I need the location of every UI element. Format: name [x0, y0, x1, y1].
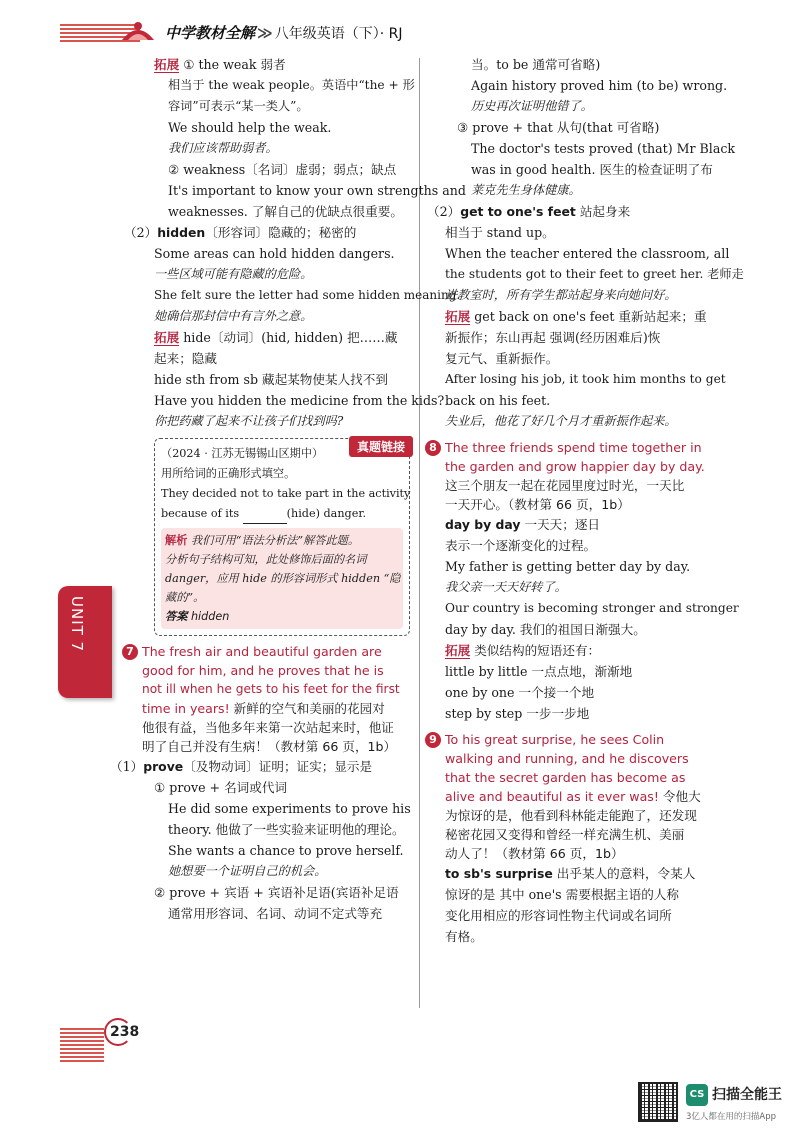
text-line: walking and running, and he discovers	[445, 751, 689, 766]
page-number: 238	[110, 1024, 140, 1040]
vocab-headword: to sb's surprise	[445, 866, 553, 881]
text-line: Our country is becoming stronger and stronger	[445, 601, 739, 615]
exam-link-tag: 真题链接	[349, 436, 413, 457]
unit-tab-label: UNIT 7	[68, 596, 86, 653]
text-line: little by little 一点点地，渐渐地	[445, 664, 633, 679]
text-line: 拓展 hide〔动词〕(hid, hidden) 把……藏	[154, 330, 398, 345]
text-line: hide sth from sb 藏起某物使某人找不到	[154, 372, 388, 387]
text-line: 拓展 类似结构的短语还有：	[445, 643, 601, 658]
text-line: （2）hidden〔形容词〕隐藏的；秘密的	[124, 225, 357, 240]
book-subtitle: 八年级英语（下）· RJ	[274, 26, 403, 42]
text-line: 一些区域可能有隐藏的危险。	[154, 267, 313, 281]
header-separator: ≫	[257, 24, 273, 42]
expansion-label: 拓展	[445, 643, 471, 658]
sentence-number-badge: 7	[122, 644, 138, 660]
text-line: to sb's surprise 出乎某人的意料，令某人	[445, 866, 696, 881]
text-line: 分析句子结构可知，此处修饰后面的名词	[165, 553, 367, 566]
unit-tab	[58, 586, 112, 698]
key-sentence-7	[122, 642, 414, 756]
text-line: 她想要一个证明自己的机会。	[168, 864, 327, 878]
expansion-label: 拓展	[445, 309, 471, 324]
text-line: Again history proved him (to be) wrong.	[471, 78, 728, 93]
text-line: 拓展 get back on one's feet 重新站起来；重	[445, 309, 707, 324]
text-line: the garden and grow happier day by day.	[445, 459, 705, 474]
vocab-headword: get to one's feet	[460, 204, 576, 219]
text-line: 这三个朋友一起在花园里度过时光，一天比	[445, 478, 685, 493]
text-line: He did some experiments to prove his	[168, 801, 411, 816]
text-line: The three friends spend time together in	[445, 440, 702, 455]
fill-blank	[243, 512, 287, 524]
text-line: 变化用相应的形容词性物主代词或名词所	[445, 908, 672, 923]
text-line: ③ prove + that 从句(that 可省略)	[457, 120, 660, 135]
key-sentence-8	[425, 438, 727, 514]
text-line: not ill when he gets to his feet for the first	[142, 682, 400, 696]
footer-stripes	[60, 1028, 104, 1064]
text-line: day by day 一天天；逐日	[445, 517, 601, 532]
text-line: 相当于 the weak people。英语中“the + 形	[168, 78, 415, 92]
text-line: It's important to know your own strengths and	[168, 183, 466, 198]
text-line: 历史再次证明他错了。	[471, 99, 593, 113]
text-line: the students got to their feet to greet her. 老师走	[445, 267, 744, 281]
text-line: My father is getting better day by day.	[445, 559, 691, 574]
sentence-number-badge: 8	[425, 440, 441, 456]
text-line: 复元气、重新振作。	[445, 351, 559, 366]
text-line: 起来；隐藏	[154, 351, 217, 366]
text-line: 进教室时，所有学生都站起身来向她问好。	[445, 288, 677, 302]
text-line: 失业后，他花了好几个月才重新振作起来。	[445, 414, 677, 428]
text-line: After losing his job, it took him months to get	[445, 372, 726, 386]
sentence-number-badge: 9	[425, 732, 441, 748]
text-line: To his great surprise, he sees Colin	[445, 732, 665, 747]
text-line: 秘密花园又变得和曾经一样充满生机、美丽	[445, 827, 685, 842]
qr-code-icon	[638, 1082, 678, 1122]
header-title	[165, 22, 402, 43]
text-line: 一天开心。（教材第 66 页，1b）	[445, 497, 630, 512]
text-line: 我们应该帮助弱者。	[168, 141, 278, 155]
text-line: 莱克先生身体健康。	[471, 183, 581, 197]
book-logo-icon	[118, 16, 158, 46]
text-line: 他很有益，当他多年来第一次站起来时，他证	[142, 720, 394, 735]
text-line: 有格。	[445, 929, 483, 944]
text-line: theory. 他做了一些实验来证明他的理论。	[168, 822, 405, 837]
text-line: back on his feet.	[445, 393, 551, 408]
text-line: 惊讶的是 其中 one's 需要根据主语的人称	[445, 887, 679, 902]
text-line: one by one 一个接一个地	[445, 685, 595, 700]
answer-label: 答案	[165, 610, 188, 623]
text-line: They decided not to take part in the activity	[161, 487, 411, 500]
text-line: that the secret garden has become as	[445, 770, 686, 785]
text-line: She felt sure the letter had some hidden meaning.	[154, 288, 461, 302]
text-line: 明了自己并没有生病！（教材第 66 页，1b）	[142, 739, 397, 754]
text-line: because of its (hide) danger.	[161, 504, 403, 524]
expansion-label: 拓展	[154, 57, 180, 72]
text-line: ② prove + 宾语 + 宾语补足语(宾语补足语	[154, 885, 399, 900]
scanner-tagline: 3亿人都在用的扫描App	[686, 1112, 777, 1122]
left-column	[110, 54, 466, 924]
text-line: day by day. 我们的祖国日渐强大。	[445, 622, 646, 637]
text-line: was in good health. 医生的检查证明了布	[471, 162, 713, 177]
key-sentence-9	[425, 730, 727, 863]
text-line: （2）get to one's feet 站起身来	[427, 204, 631, 219]
book-name: 中学教材全解	[165, 24, 256, 42]
text-line: 你把药藏了起来不让孩子们找到吗?	[154, 414, 344, 428]
text-line: 藏的”。	[165, 591, 205, 604]
expansion-label: 拓展	[154, 330, 180, 345]
text-line: 通常用形容词、名词、动词不定式等充	[168, 906, 383, 921]
text-line: 表示一个逐渐变化的过程。	[445, 538, 597, 553]
text-line: The fresh air and beautiful garden are	[142, 644, 382, 659]
exam-link-box	[154, 438, 410, 636]
text-line: Have you hidden the medicine from the kids?	[154, 393, 445, 408]
text-line: good for him, and he proves that he is	[142, 663, 384, 678]
text-line: The doctor's tests proved (that) Mr Black	[471, 141, 736, 156]
text-line: When the teacher entered the classroom, all	[445, 246, 730, 261]
text-line: danger，应用 hide 的形容词形式 hidden “隐	[165, 572, 401, 585]
text-line: 她确信那封信中有言外之意。	[154, 309, 313, 323]
text-line: 新振作；东山再起 强调(经历困难后)恢	[445, 330, 661, 345]
analysis-label: 解析	[165, 534, 188, 547]
text-line: 相当于 stand up。	[445, 225, 555, 240]
text-line: 当。to be 通常可省略)	[471, 57, 601, 72]
text-line: 为惊讶的是，他看到科林能走能跑了，还发现	[445, 808, 697, 823]
text-line: time in years! 新鲜的空气和美丽的花园对	[142, 701, 385, 716]
right-column	[427, 54, 744, 947]
text-line: ① prove + 名词或代词	[154, 780, 288, 795]
text-line: （1）prove〔及物动词〕证明；证实；显示是	[110, 759, 373, 774]
text-line: ② weakness〔名词〕虚弱；弱点；缺点	[168, 162, 397, 177]
text-line: 我父亲一天天好转了。	[445, 580, 567, 594]
text-line: She wants a chance to prove herself.	[168, 843, 404, 858]
text-line: 容词”可表示“某一类人”。	[168, 99, 309, 113]
text-line: （2024 · 江苏无锡锡山区期中）	[161, 447, 324, 460]
page-header	[0, 14, 800, 48]
text-line: weaknesses. 了解自己的优缺点很重要。	[168, 204, 403, 219]
vocab-headword: prove	[143, 759, 184, 774]
text-line: 拓展 ① the weak 弱者	[154, 57, 286, 72]
text-line: Some areas can hold hidden dangers.	[154, 246, 395, 261]
vocab-headword: day by day	[445, 517, 521, 532]
text-line: 解析 我们可用“语法分析法”解答此题。	[165, 534, 360, 547]
text-line: alive and beautiful as it ever was! 令他大	[445, 789, 701, 804]
scanner-app-name: 扫描全能王	[712, 1087, 782, 1103]
text-line: step by step 一步一步地	[445, 706, 590, 721]
text-line: 用所给词的正确形式填空。	[161, 467, 296, 480]
scanner-logo-icon: CS	[686, 1084, 708, 1106]
text-line: 动人了！（教材第 66 页，1b）	[445, 846, 624, 861]
vocab-headword: hidden	[157, 225, 206, 240]
text-line: We should help the weak.	[168, 120, 332, 135]
answer-line: 答案 hidden	[165, 610, 230, 623]
analysis-box	[161, 528, 403, 629]
